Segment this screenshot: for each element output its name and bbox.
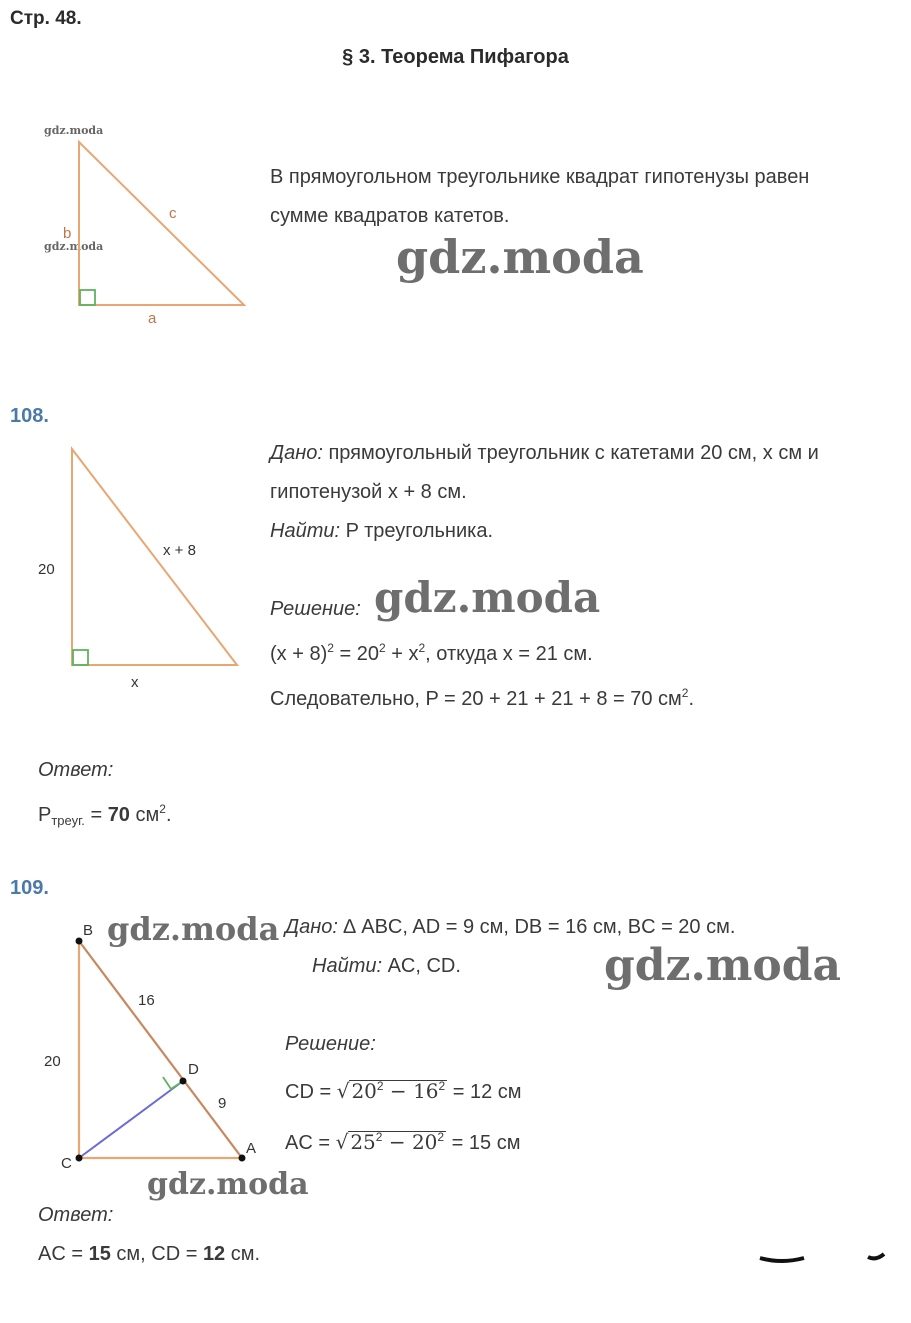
point-b <box>76 938 83 945</box>
watermark: gdz.moda <box>147 1167 309 1202</box>
watermark: gdz.moda <box>604 940 842 991</box>
watermark: gdz.moda <box>374 573 601 622</box>
label-da: 9 <box>218 1095 227 1112</box>
label-vertex-b: B <box>83 922 94 939</box>
label-vertex-c: C <box>61 1155 72 1172</box>
problem-109-text: Дано: ∆ ABC, AD = 9 см, DB = 16 см, BC = 20 см. Найти: AC, CD. Решение: CD = √ $20^2 - 16^2 = 12$ см AC = √ $25^2 - 20^2 = 15$ см <box>285 916 736 1154</box>
watermark: gdz.moda <box>396 230 644 284</box>
watermark-small: gdz.moda <box>44 240 104 253</box>
right-angle-mark <box>80 290 95 305</box>
page-reference: Стр. 48. <box>10 8 82 29</box>
label-bd: 16 <box>138 992 155 1009</box>
watermark-small: gdz.moda <box>44 124 104 137</box>
leg-label-108: 20 <box>38 561 55 578</box>
decorative-stroke <box>760 1258 804 1261</box>
label-bc: 20 <box>44 1053 61 1070</box>
point-a <box>239 1155 246 1162</box>
label-c: c <box>169 205 177 222</box>
right-angle-mark <box>163 1077 183 1089</box>
right-angle-mark <box>73 650 88 665</box>
label-b: b <box>63 225 72 242</box>
label-vertex-a: A <box>246 1140 257 1157</box>
altitude-cd <box>79 1081 183 1158</box>
triangle-108 <box>72 449 237 665</box>
problem-number-108: 108. <box>10 405 49 427</box>
problem-108-text: Дано: прямоугольный треугольник с катетами 20 см, x см и гипотенузой x + 8 см. Найти: P треугольника. Решение: $(x + 8)^2 = 20^2 + x^2$, откуда x = 21 см. Следовательно, P = 20 + 21 + 21 + 8 = 70 $см^2$. <box>270 442 819 710</box>
section-title: § 3. Теорема Пифагора <box>342 46 569 68</box>
problem-number-109: 109. <box>10 877 49 899</box>
answer-108: Ответ: $P_{треуг.} = 70$ $см^2$. <box>38 759 172 828</box>
label-point-d: D <box>188 1061 199 1078</box>
decorative-stroke <box>868 1254 884 1258</box>
side-ba <box>79 941 242 1158</box>
base-label-108: x <box>131 674 139 691</box>
point-d <box>180 1078 187 1085</box>
right-triangle <box>79 142 244 305</box>
hyp-label-108: x + 8 <box>163 542 196 559</box>
theorem-text: В прямоугольном треугольнике квадрат гипотенузы равен сумме квадратов катетов. <box>270 166 810 227</box>
point-c <box>76 1155 83 1162</box>
answer-109: Ответ: AC = 15 см, CD = 12 см. <box>38 1204 261 1265</box>
label-a: a <box>148 310 157 327</box>
watermark: gdz.moda <box>107 910 280 948</box>
